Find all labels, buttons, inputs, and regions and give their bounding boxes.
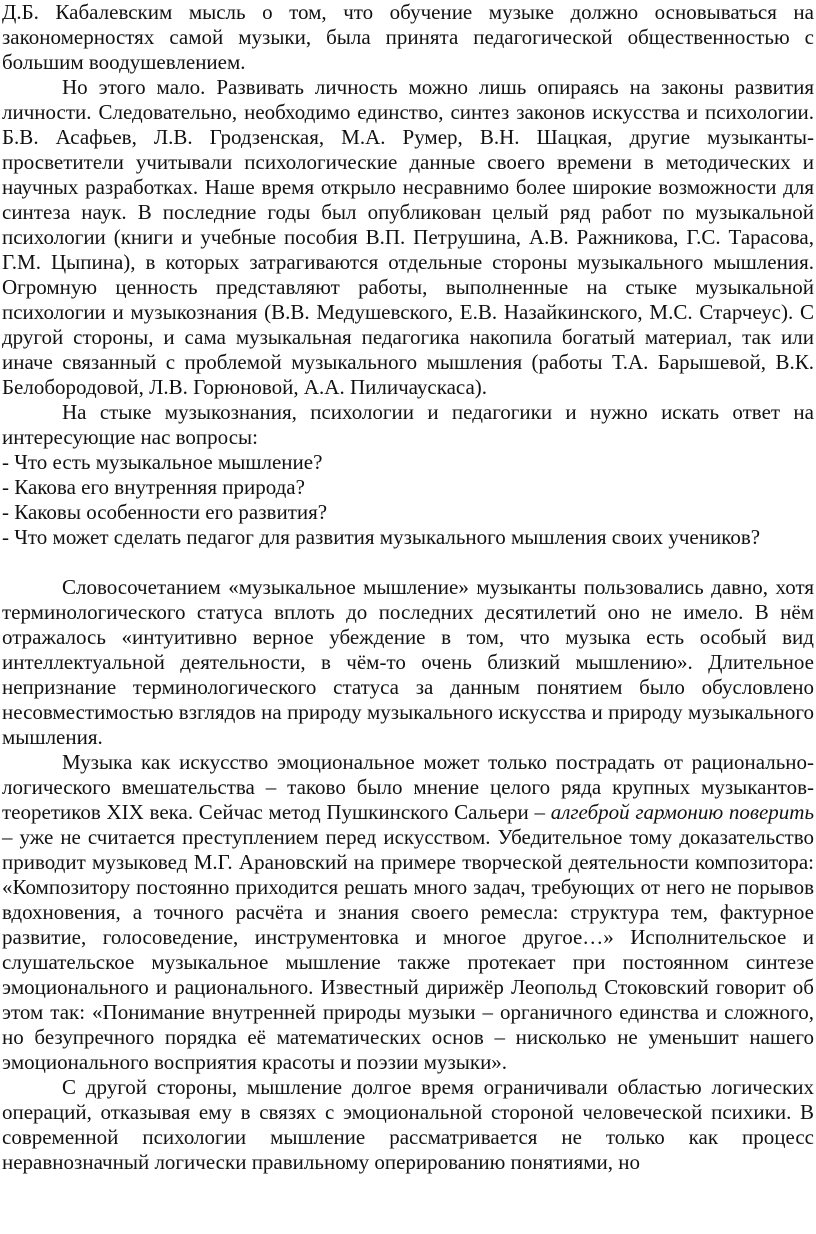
paragraph-1: Д.Б. Кабалевским мысль о том, что обучение музыке должно основываться на закономерностях самой музыки, была принята педагогической общественностью с большим воодушевлением. bbox=[2, 0, 814, 74]
question-1: - Что есть музыкальное мышление? bbox=[2, 450, 323, 474]
paragraph-5-part-a: Музыка как искусство эмоциональное может только пострадать от рационально-логического вмешательства – таково было мнение целого ряда крупных музыкантов-теоретиков XIX века. Сейчас метод Пушкинского Сальери – bbox=[2, 750, 814, 824]
question-4: - Что может сделать педагог для развития музыкального мышления своих учеников? bbox=[2, 525, 761, 549]
salieri-quote: алгеброй гармонию поверить bbox=[550, 800, 814, 824]
paragraph-5 bbox=[2, 750, 814, 1075]
question-3: - Каковы особенности его развития? bbox=[2, 500, 328, 524]
paragraph-3: На стыке музыкознания, психологии и педагогики и нужно искать ответ на интересующие нас вопросы: bbox=[2, 400, 814, 449]
paragraph-6: С другой стороны, мышление долгое время ограничивали областью логических операций, отказывая ему в связях с эмоциональной стороной человеческой психики. В современной психологии мышление рассматривается не только как процесс неравнозначный логически правильному оперированию понятиями, но bbox=[2, 1075, 814, 1174]
paragraph-5-part-b: – уже не считается преступлением перед искусством. Убедительное тому доказательство приводит музыковед М.Г. Арановский на примере творческой деятельности композитора: «Композитору постоянно приходится решать много задач, требующих от него не порывов вдохновения, а точного расчёта и знания своего ремесла: структура тем, фактурное развитие, голосоведение, инструментовка и многое другое…» Исполнительское и слушательское музыкальное мышление также протекает при постоянном синтезе эмоционального и рационального. Известный дирижёр Леопольд Стоковский говорит об этом так: «Понимание внутренней природы музыки – органичного единства и сложного, но безупречного порядка её математических основ – нисколько не уменьшит нашего эмоционального восприятия красоты и поэзии музыки». bbox=[2, 825, 814, 1074]
paragraph-4: Словосочетанием «музыкальное мышление» музыканты пользовались давно, хотя терминологического статуса вплоть до последних десятилетий оно не имело. В нём отражалось «интуитивно верное убеждение в том, что музыка есть особый вид интеллектуальной деятельности, в чём-то очень близкий мышлению». Длительное непризнание терминологического статуса за данным понятием было обусловлено несовместимостью взглядов на природу музыкального искусства и природу музыкального мышления. bbox=[2, 575, 814, 749]
question-2: - Какова его внутренняя природа? bbox=[2, 475, 305, 499]
blank-line bbox=[2, 550, 814, 575]
paragraph-2: Но этого мало. Развивать личность можно лишь опираясь на законы развития личности. Следовательно, необходимо единство, синтез законов искусства и психологии. Б.В. Асафьев, Л.В. Гродзенская, М.А. Румер, В.Н. Шацкая, другие музыканты-просветители учитывали психологические данные своего времени в методических и научных разработках. Наше время открыло несравнимо более широкие возможности для синтеза наук. В последние годы был опубликован целый ряд работ по музыкальной психологии (книги и учебные пособия В.П. Петрушина, А.В. Ражникова, Г.С. Тарасова, Г.М. Цыпина), в которых затрагиваются отдельные стороны музыкального мышления. Огромную ценность представляют работы, выполненные на стыке музыкальной психологии и музыкознания (В.В. Медушевского, Е.В. Назайкинского, М.С. Старчеус). С другой стороны, и сама музыкальная педагогика накопила богатый материал, так или иначе связанный с проблемой музыкального мышления (работы Т.А. Барышевой, В.К. Белобородовой, Л.В. Горюновой, А.А. Пиличаускаса). bbox=[2, 75, 814, 399]
